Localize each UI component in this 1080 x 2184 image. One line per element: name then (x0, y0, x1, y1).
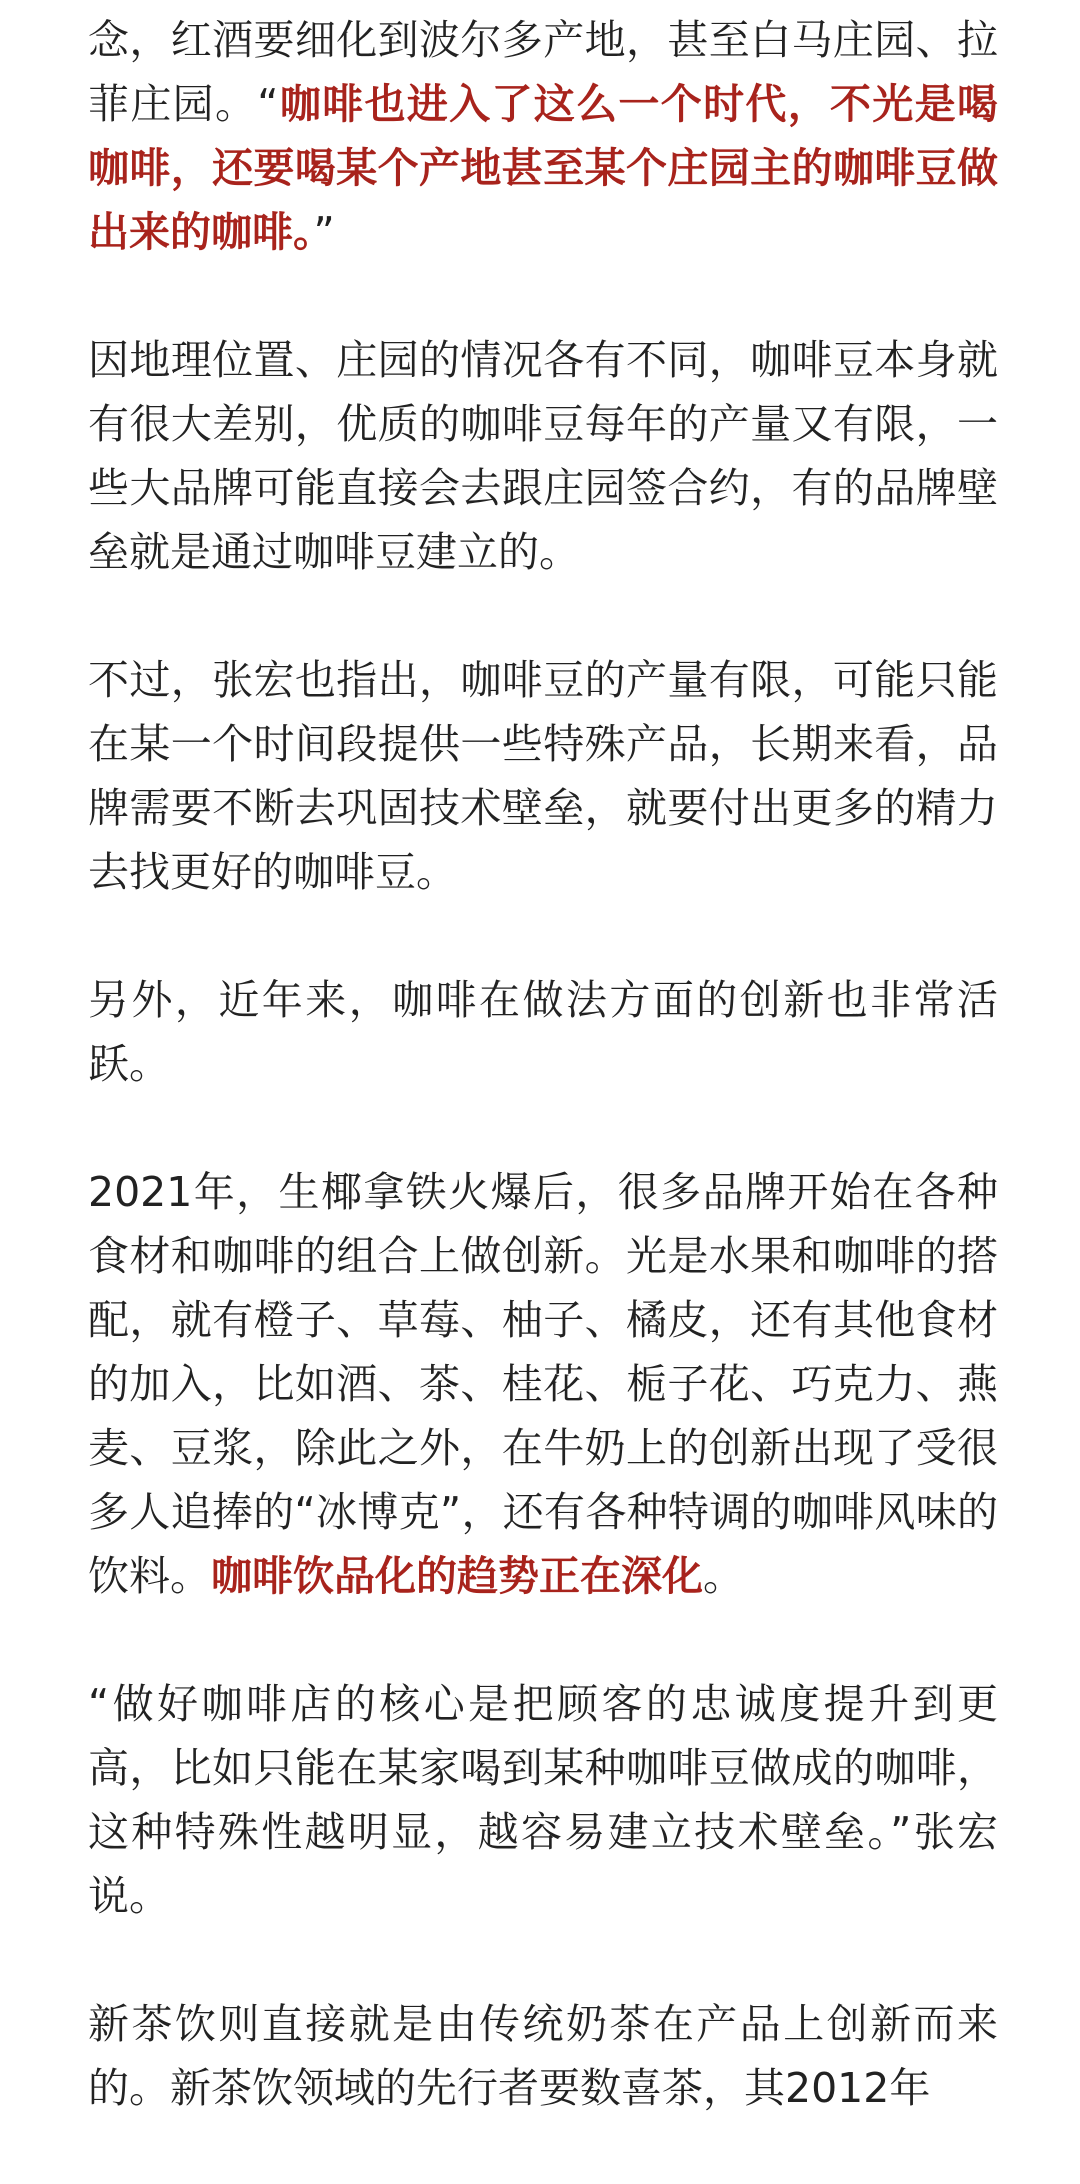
paragraph-period: 。 (703, 1552, 744, 1600)
paragraph-coffee-bean-differences: 因地理位置、庄园的情况各有不同，咖啡豆本身就有很大差别，优质的咖啡豆每年的产量又有限，一些大品牌可能直接会去跟庄园签合约，有的品牌壁垒就是通过咖啡豆建立的。 (88, 336, 998, 576)
paragraph-loyalty-quote: “做好咖啡店的核心是把顾客的忠诚度提升到更高，比如只能在某家喝到某种咖啡豆做成的咖啡，这种特殊性越明显，越容易建立技术壁垒。”张宏说。 (88, 1680, 998, 1920)
paragraph-wine-coffee-era (88, 8, 998, 264)
paragraph-text: 念，红酒要细化到波尔多产地，甚至白马庄园、拉菲庄园。“ (88, 16, 998, 128)
paragraph-recipe-innovation: 另外，近年来，咖啡在做法方面的创新也非常活跃。 (88, 976, 998, 1088)
paragraph-limited-production: 不过，张宏也指出，咖啡豆的产量有限，可能只能在某一个时间段提供一些特殊产品，长期来看，品牌需要不断去巩固技术壁垒，就要付出更多的精力去找更好的咖啡豆。 (88, 656, 998, 896)
paragraph-new-tea-drinks: 新茶饮则直接就是由传统奶茶在产品上创新而来的。新茶饮领域的先行者要数喜茶，其2012年 (88, 2000, 998, 2112)
article-body (88, 8, 998, 2184)
paragraph-text: 2021年，生椰拿铁火爆后，很多品牌开始在各种食材和咖啡的组合上做创新。光是水果和咖啡的搭配，就有橙子、草莓、柚子、橘皮，还有其他食材的加入，比如酒、茶、桂花、栀子花、巧克力、燕麦、豆浆，除此之外，在牛奶上的创新出现了受很多人追捧的“冰博克”，还有各种特调的咖啡风味的饮料。 (88, 1168, 998, 1600)
paragraph-2021-innovation (88, 1160, 998, 1608)
highlighted-trend: 咖啡饮品化的趋势正在深化 (211, 1552, 703, 1600)
closing-quote-mark: ” (313, 208, 335, 256)
highlighted-quote: 咖啡也进入了这么一个时代，不光是喝咖啡，还要喝某个产地甚至某个庄园主的咖啡豆做出来的咖啡。 (88, 80, 998, 256)
